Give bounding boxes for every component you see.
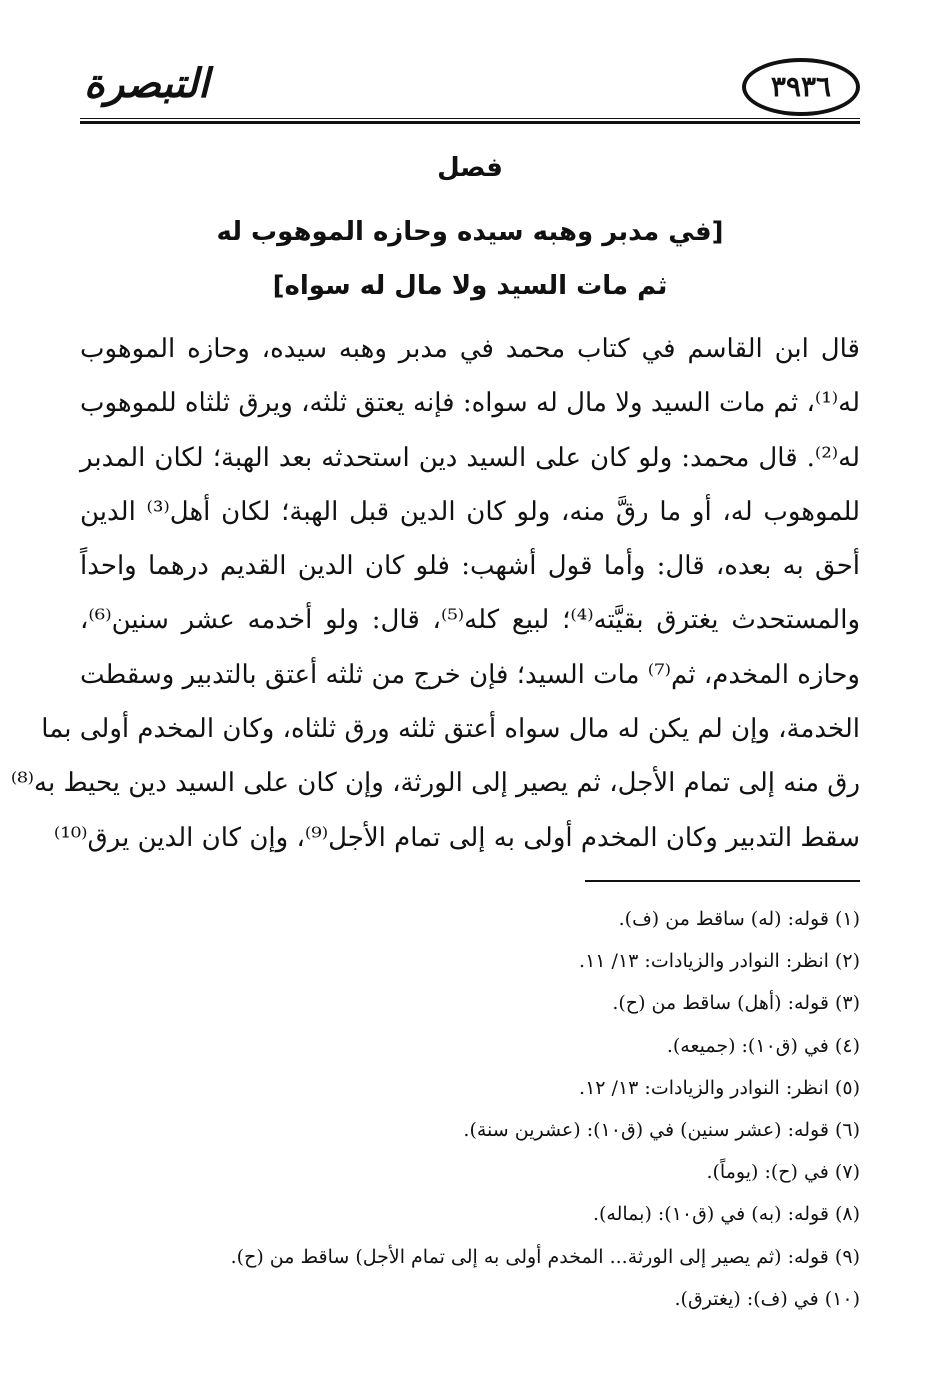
body-line: والمستحدث يغترق بقيَّته⁽⁴⁾؛ لبيع كله⁽⁵⁾، قال: ولو أخدمه عشر سنين⁽⁶⁾،	[80, 605, 860, 636]
section-heading: فصل	[437, 153, 503, 183]
footnote: (٥) انظر: النوادر والزيادات: ١٣/ ١٢.	[579, 1076, 860, 1099]
footnote: (٣) قوله: (أهل) ساقط من (ح).	[612, 992, 860, 1015]
footnote: (٧) في (ح): (يوماً).	[706, 1161, 860, 1184]
footnote-separator	[585, 880, 860, 882]
footnote: (١٠) في (ف): (يغترق).	[674, 1287, 860, 1310]
body-line: له⁽¹⁾، ثم مات السيد ولا مال له سواه: فإنه يعتق ثلثه، ويرق ثلثاه للموهوب	[80, 388, 860, 419]
page-header	[80, 52, 860, 124]
footnote: (١) قوله: (له) ساقط من (ف).	[618, 908, 860, 930]
body-line: قال ابن القاسم في كتاب محمد في مدبر وهبه سيده، وحازه الموهوب	[80, 334, 860, 364]
footnote: (٤) في (ق١٠): (جميعه).	[666, 1034, 860, 1057]
body-text	[10, 322, 860, 865]
body-line: للموهوب له، أو ما رقَّ منه، ولو كان الدين قبل الهبة؛ لكان أهل⁽³⁾ الدين	[80, 496, 860, 527]
header-rule	[80, 121, 860, 124]
body-line: له⁽²⁾. قال محمد: ولو كان على السيد دين استحدثه بعد الهبة؛ لكان المدبر	[80, 442, 860, 473]
footnotes	[80, 898, 860, 1320]
footnote: (٦) قوله: (عشر سنين) في (ق١٠): (عشرين سنة).	[463, 1118, 860, 1141]
header-rule-thin	[80, 118, 860, 119]
body-line: أحق به بعده، قال: وأما قول أشهب: فلو كان الدين القديم درهما واحداً	[80, 551, 860, 582]
page-number: ٣٩٣٦	[742, 58, 860, 116]
chapter-title-line-2: ثم مات السيد ولا مال له سواه]	[272, 271, 668, 301]
book-title: التبصرة	[84, 60, 210, 107]
footnote: (٩) قوله: (ثم يصير إلى الورثة... المخدم أولى به إلى تمام الأجل) ساقط من (ح).	[230, 1245, 860, 1268]
body-line: رق منه إلى تمام الأجل، ثم يصير إلى الورثة، وإن كان على السيد دين يحيط به⁽⁸⁾	[10, 768, 860, 799]
body-line: الخدمة، وإن لم يكن له مال سواه أعتق ثلثه ورق ثلثاه، وكان المخدم أولى بما	[41, 714, 860, 745]
body-line: وحازه المخدم، ثم⁽⁷⁾ مات السيد؛ فإن خرج من ثلثه أعتق بالتدبير وسقطت	[80, 659, 860, 690]
footnote: (٢) انظر: النوادر والزيادات: ١٣/ ١١.	[579, 950, 860, 973]
body-line: سقط التدبير وكان المخدم أولى به إلى تمام الأجل⁽⁹⁾، وإن كان الدين يرق⁽¹⁰⁾	[53, 822, 860, 853]
chapter-title-line-1: [في مدبر وهبه سيده وحازه الموهوب له	[216, 217, 724, 247]
footnote: (٨) قوله: (به) في (ق١٠): (بماله).	[592, 1203, 860, 1226]
